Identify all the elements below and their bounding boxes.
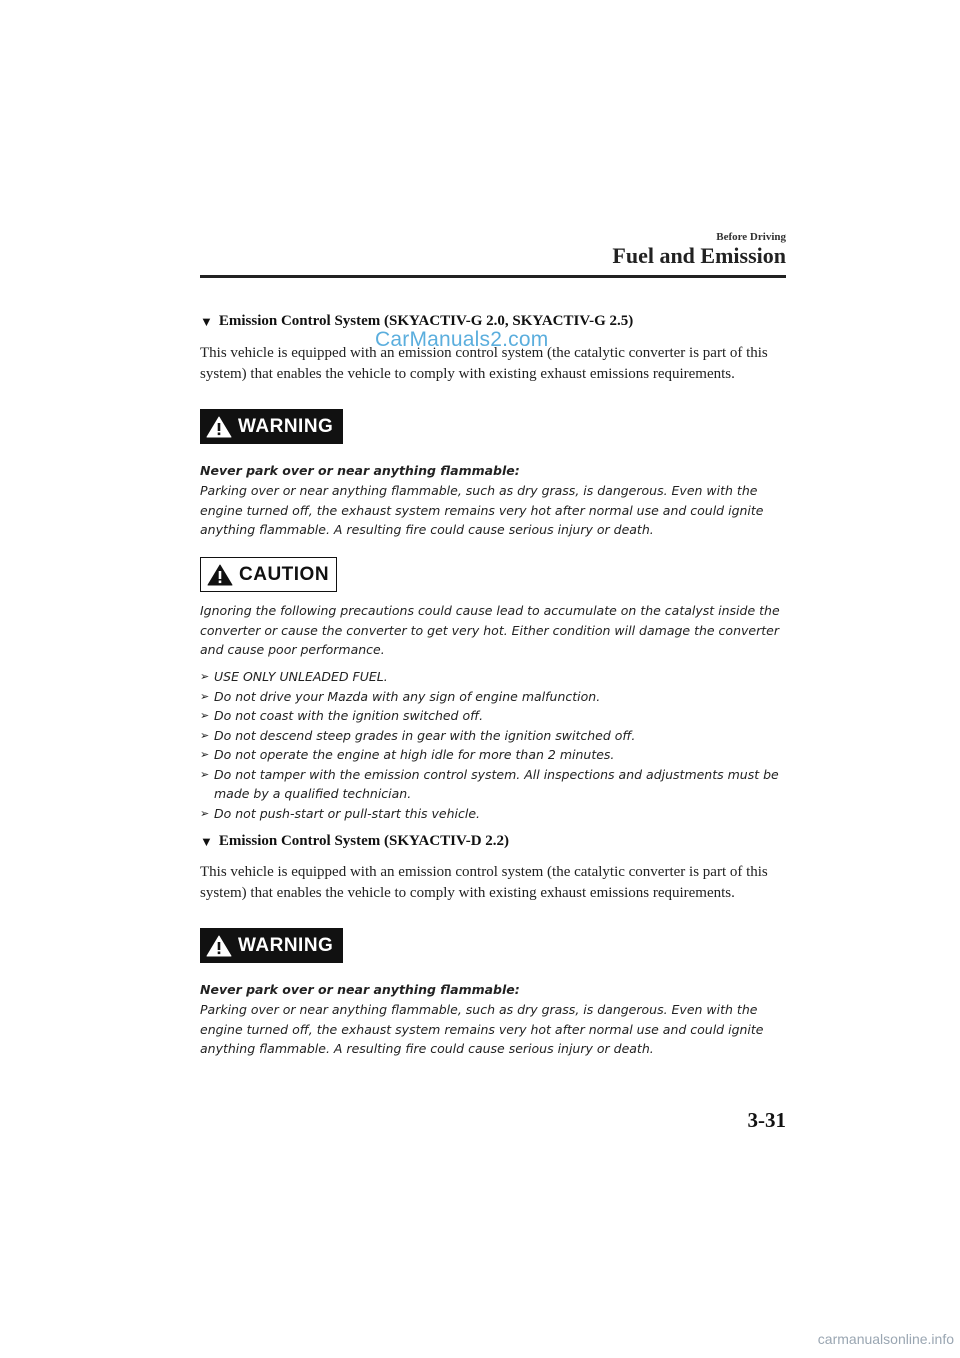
section-heading-text: Emission Control System (SKYACTIV-D 2.2) [218, 833, 510, 849]
list-item: ➢ Do not push-start or pull-start this vehicle. [200, 804, 790, 824]
caution-badge [200, 557, 337, 592]
triangle-down-icon: ▼ [200, 314, 213, 329]
section-heading-text: Emission Control System (SKYACTIV-G 2.0, SKYACTIV-G 2.5) [218, 313, 634, 329]
caution-list [200, 667, 790, 823]
arrowhead-icon: ➢ [200, 806, 210, 820]
footer-watermark: carmanualsonline.info [817, 1331, 954, 1347]
section-body-text: This vehicle is equipped with an emission control system (the catalytic converter is part of this system) that enables the vehicle to comply with existing exhaust emissions requirements. [200, 345, 768, 382]
caution-label: CAUTION [239, 563, 330, 585]
watermark-carmanuals2: CarManuals2.com [375, 328, 549, 351]
section-heading-skyactiv-d [200, 833, 509, 850]
list-item: ➢ Do not descend steep grades in gear with the ignition switched off. [200, 726, 790, 746]
list-item: ➢ USE ONLY UNLEADED FUEL. [200, 667, 790, 687]
caution-triangle-icon [207, 564, 233, 586]
list-item: ➢ Do not operate the engine at high idle for more than 2 minutes. [200, 745, 790, 765]
arrowhead-icon: ➢ [200, 728, 210, 742]
arrowhead-icon: ➢ [200, 767, 210, 781]
warning-title: Never park over or near anything flammable: [200, 982, 520, 997]
warning-triangle-icon [206, 935, 232, 957]
warning-text: Parking over or near anything flammable, such as dry grass, is dangerous. Even with the engine turned off, the exhaust system remains very hot after normal use and could ignite anything flammable. A resulting fire could cause serious injury or death. [200, 483, 764, 537]
arrowhead-icon: ➢ [200, 689, 210, 703]
arrowhead-icon: ➢ [200, 748, 210, 761]
triangle-down-icon: ▼ [200, 834, 213, 849]
warning-title: Never park over or near anything flammable: [200, 463, 520, 478]
page-title: Fuel and Emission [612, 243, 786, 268]
arrowhead-icon: ➢ [200, 709, 210, 722]
warning-label: WARNING [238, 415, 334, 437]
warning-text: Parking over or near anything flammable, such as dry grass, is dangerous. Even with the engine turned off, the exhaust system remains very hot after normal use and could ignite anything flammable. A resulting fire could cause serious injury or death. [200, 1002, 764, 1056]
list-item: ➢ Do not drive your Mazda with any sign of engine malfunction. [200, 687, 790, 707]
section-body-text: This vehicle is equipped with an emission control system (the catalytic converter is part of this system) that enables the vehicle to comply with existing exhaust emissions requirements. [200, 864, 768, 901]
header-section-label: Before Driving [716, 231, 786, 243]
warning-triangle-icon [206, 416, 232, 438]
arrowhead-icon: ➢ [200, 670, 210, 683]
warning-label: WARNING [238, 934, 334, 956]
warning-badge [200, 928, 343, 963]
warning-badge [200, 409, 343, 444]
header-rule [200, 275, 786, 278]
list-item: ➢ Do not coast with the ignition switched off. [200, 706, 790, 726]
list-item: ➢ Do not tamper with the emission control system. All inspections and adjustments must be made by a qualified technician. [200, 766, 779, 801]
page-number: 3-31 [747, 1108, 786, 1132]
caution-text: Ignoring the following precautions could cause lead to accumulate on the catalyst inside the converter or cause the converter to get very hot. Either condition will damage the converter and cause poor performance. [200, 603, 780, 657]
